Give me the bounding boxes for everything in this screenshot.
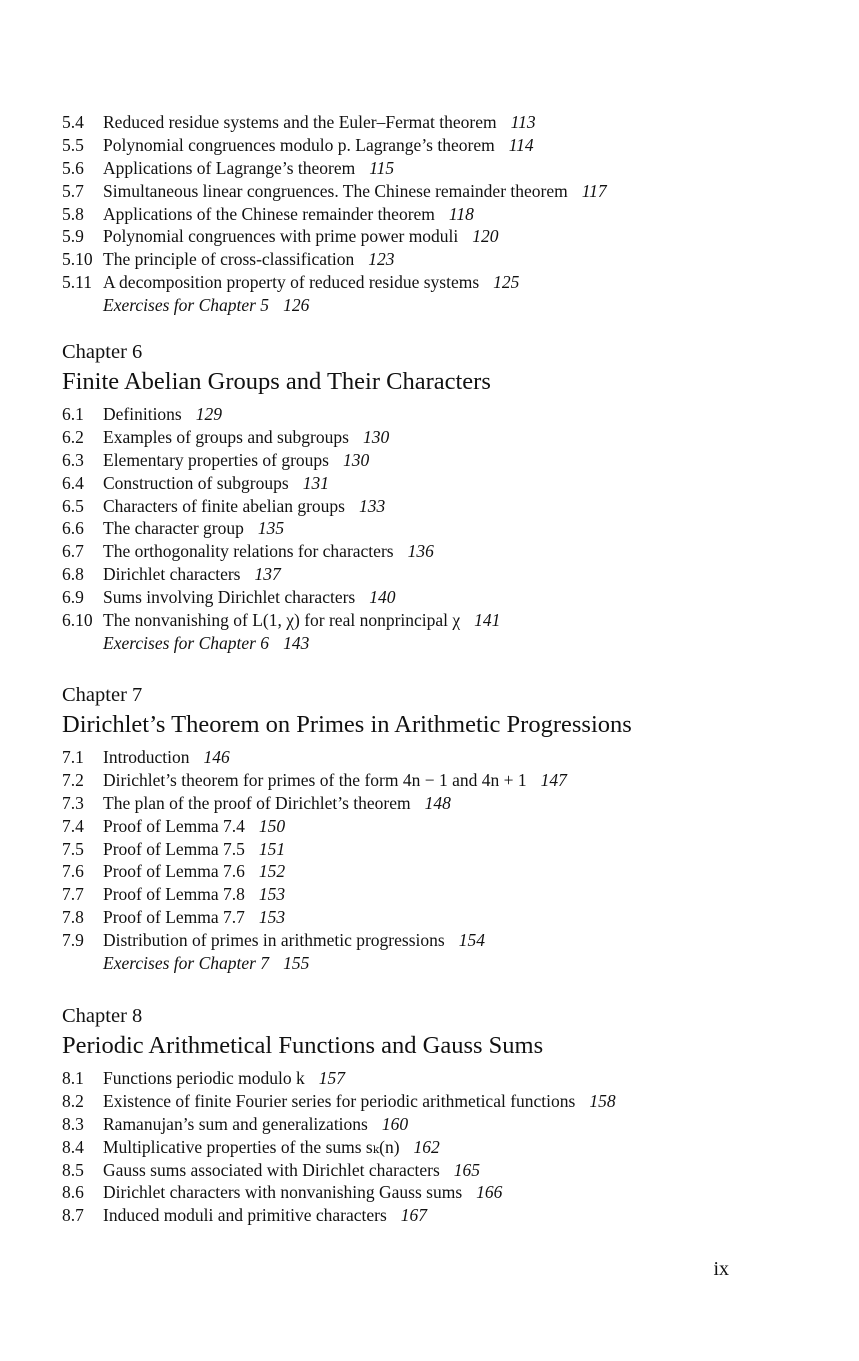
section-number: 8.6: [62, 1182, 84, 1203]
page-ref: 135: [257, 518, 285, 539]
page-ref: 153: [258, 884, 286, 905]
page-ref: 137: [254, 564, 281, 585]
toc-entry: [62, 792, 802, 815]
page-ref: 114: [508, 134, 534, 155]
page-ref: 117: [581, 180, 607, 201]
section-number: 6.9: [62, 587, 84, 608]
page-ref: 157: [318, 1068, 345, 1088]
section-title: Induced moduli and primitive characters: [103, 1205, 387, 1226]
chapter-label: Chapter 8: [62, 1005, 143, 1027]
page-ref: 120: [472, 226, 499, 247]
page-ref: 167: [400, 1205, 428, 1226]
section-number: 7.6: [62, 861, 84, 882]
toc-entry: [62, 449, 802, 472]
section-number: 6.5: [62, 495, 84, 516]
section-title: The character group: [103, 518, 244, 539]
toc-entry: [62, 180, 802, 203]
toc-entry: [62, 1113, 802, 1136]
toc-entry: [62, 1067, 802, 1090]
section-title: Existence of finite Fourier series for periodic arithmetical functions: [103, 1090, 576, 1111]
section-title: Proof of Lemma 7.4: [103, 815, 245, 836]
toc-entry: [62, 426, 802, 449]
section-title: Applications of Lagrange’s theorem: [103, 157, 356, 178]
section-title: Dirichlet’s theorem for primes of the form 4n − 1 and 4n + 1: [103, 769, 527, 790]
section-title: Polynomial congruences modulo p. Lagrange’s theorem: [103, 134, 495, 155]
chapter-title: Periodic Arithmetical Functions and Gauss Sums: [62, 1032, 544, 1059]
section-title: Examples of groups and subgroups: [103, 426, 349, 447]
chapter-6: [62, 322, 802, 655]
toc-entry: [62, 609, 802, 632]
toc-entry: [62, 271, 802, 294]
toc-entry: [62, 540, 802, 563]
section-number: 7.7: [62, 884, 84, 905]
toc-entry: [62, 563, 802, 586]
section-number: 6.2: [62, 426, 84, 447]
page-ref: 151: [258, 838, 286, 859]
section-number: 5.10: [62, 249, 93, 270]
section-title: Proof of Lemma 7.8: [103, 884, 245, 905]
exercises-title: Exercises for Chapter 7: [103, 953, 270, 974]
page-ref: 125: [493, 272, 520, 293]
toc-entry: [62, 906, 802, 929]
page-ref: 130: [342, 449, 370, 470]
section-title: Elementary properties of groups: [103, 449, 329, 470]
toc-entry: [62, 746, 802, 769]
page-ref: 133: [359, 495, 386, 516]
toc-entry: [62, 495, 802, 518]
chapter-5-continued: [62, 111, 802, 317]
exercises-entry: [62, 294, 802, 317]
page-ref: 165: [453, 1159, 481, 1180]
section-number: 6.8: [62, 564, 84, 585]
section-title: The plan of the proof of Dirichlet’s theorem: [103, 792, 411, 813]
toc-entry: [62, 1159, 802, 1182]
page-ref: 160: [381, 1113, 409, 1134]
section-title: Proof of Lemma 7.7: [103, 907, 245, 928]
toc-entry: [62, 1090, 802, 1113]
toc-entry: [62, 838, 802, 861]
section-title: Construction of subgroups: [103, 472, 289, 493]
section-number: 5.5: [62, 134, 84, 155]
page-ref: 126: [283, 295, 310, 316]
section-title: Functions periodic modulo k: [103, 1068, 305, 1088]
section-number: 8.4: [62, 1136, 84, 1157]
toc-entry: [62, 203, 802, 226]
page-ref: 154: [458, 930, 485, 951]
toc-entry: [62, 517, 802, 540]
chapter-label: Chapter 7: [62, 684, 143, 706]
section-number: 7.9: [62, 930, 84, 951]
toc-entry: [62, 403, 802, 426]
page-ref: 143: [283, 632, 310, 653]
section-number: 5.4: [62, 112, 84, 132]
section-number: 8.3: [62, 1113, 84, 1134]
section-title: The orthogonality relations for characters: [103, 541, 394, 562]
section-number: 8.1: [62, 1068, 84, 1088]
page-ref: 113: [510, 112, 536, 132]
page-ref: 140: [369, 587, 396, 608]
page-ref: 147: [540, 769, 567, 790]
toc-entry: [62, 586, 802, 609]
page-ref: 150: [258, 815, 286, 836]
section-title: The nonvanishing of L(1, χ) for real nonprincipal χ: [103, 610, 461, 631]
toc-entry: [62, 929, 802, 952]
chapter-title: Finite Abelian Groups and Their Characters: [62, 368, 491, 395]
page-ref: 123: [368, 249, 395, 270]
section-number: 8.5: [62, 1159, 84, 1180]
toc-entry: [62, 225, 802, 248]
section-title: Applications of the Chinese remainder theorem: [103, 203, 435, 224]
section-title: Reduced residue systems and the Euler–Fermat theorem: [103, 112, 497, 132]
toc-entry: [62, 1181, 802, 1204]
toc-entry: [62, 883, 802, 906]
section-number: 5.8: [62, 203, 84, 224]
page-ref: 162: [413, 1136, 440, 1157]
page-ref: 131: [302, 472, 329, 493]
section-number: 5.7: [62, 180, 84, 201]
page-ref: 148: [424, 792, 451, 813]
toc-entry: [62, 769, 802, 792]
toc-entry: [62, 815, 802, 838]
toc-entry: [62, 1136, 802, 1159]
page-ref: 166: [476, 1182, 503, 1203]
page-ref: 118: [448, 203, 474, 224]
section-title: Multiplicative properties of the sums sₖ(n): [103, 1136, 400, 1157]
section-title: Dirichlet characters: [103, 564, 241, 585]
section-number: 7.4: [62, 815, 84, 836]
toc-entry: [62, 134, 802, 157]
toc-entry: [62, 1204, 802, 1227]
page-ref: 141: [474, 610, 501, 631]
section-title: Proof of Lemma 7.5: [103, 838, 245, 859]
section-title: A decomposition property of reduced residue systems: [103, 272, 480, 293]
section-number: 6.7: [62, 541, 84, 562]
page-ref: 129: [195, 404, 222, 424]
section-number: 7.8: [62, 907, 84, 928]
page-ref: 152: [258, 861, 286, 882]
section-number: 7.5: [62, 838, 84, 859]
section-number: 7.2: [62, 769, 84, 790]
section-number: 5.6: [62, 157, 84, 178]
section-number: 5.11: [62, 272, 92, 293]
section-title: Characters of finite abelian groups: [103, 495, 345, 516]
section-number: 8.7: [62, 1205, 84, 1226]
section-title: Simultaneous linear congruences. The Chinese remainder theorem: [103, 180, 568, 201]
section-title: Gauss sums associated with Dirichlet characters: [103, 1159, 440, 1180]
page-ref: 155: [283, 953, 310, 974]
section-title: Ramanujan’s sum and generalizations: [103, 1113, 368, 1134]
section-title: Distribution of primes in arithmetic progressions: [103, 930, 445, 951]
toc-entry: [62, 157, 802, 180]
section-title: Proof of Lemma 7.6: [103, 861, 245, 882]
section-title: Definitions: [103, 404, 182, 424]
section-title: Introduction: [103, 747, 190, 767]
toc-entry: [62, 248, 802, 271]
section-number: 6.3: [62, 449, 84, 470]
chapter-7: [62, 665, 802, 975]
exercises-entry: [62, 952, 802, 975]
chapter-8: [62, 986, 802, 1227]
section-number: 6.4: [62, 472, 84, 493]
page-ref: 158: [589, 1090, 616, 1111]
section-title: The principle of cross-classification: [103, 249, 355, 270]
page-ref: 130: [362, 426, 390, 447]
chapter-title: Dirichlet’s Theorem on Primes in Arithmetic Progressions: [62, 711, 632, 738]
page-ref: 146: [203, 747, 230, 767]
section-number: 8.2: [62, 1090, 84, 1111]
toc-entry: [62, 111, 802, 134]
section-number: 6.10: [62, 610, 93, 631]
chapter-label: Chapter 6: [62, 341, 143, 363]
page-ref: 115: [369, 157, 395, 178]
section-number: 7.1: [62, 747, 84, 767]
page-ref: 136: [407, 541, 434, 562]
exercises-title: Exercises for Chapter 5: [103, 295, 270, 316]
toc-entry: [62, 472, 802, 495]
page-number: ix: [713, 1258, 729, 1280]
section-title: Sums involving Dirichlet characters: [103, 587, 356, 608]
section-title: Polynomial congruences with prime power moduli: [103, 226, 459, 247]
exercises-title: Exercises for Chapter 6: [103, 632, 270, 653]
section-number: 6.1: [62, 404, 84, 424]
section-number: 5.9: [62, 226, 84, 247]
section-title: Dirichlet characters with nonvanishing Gauss sums: [103, 1182, 463, 1203]
toc-entry: [62, 860, 802, 883]
section-number: 6.6: [62, 518, 84, 539]
section-number: 7.3: [62, 792, 84, 813]
page-ref: 153: [258, 907, 286, 928]
exercises-entry: [62, 632, 802, 655]
